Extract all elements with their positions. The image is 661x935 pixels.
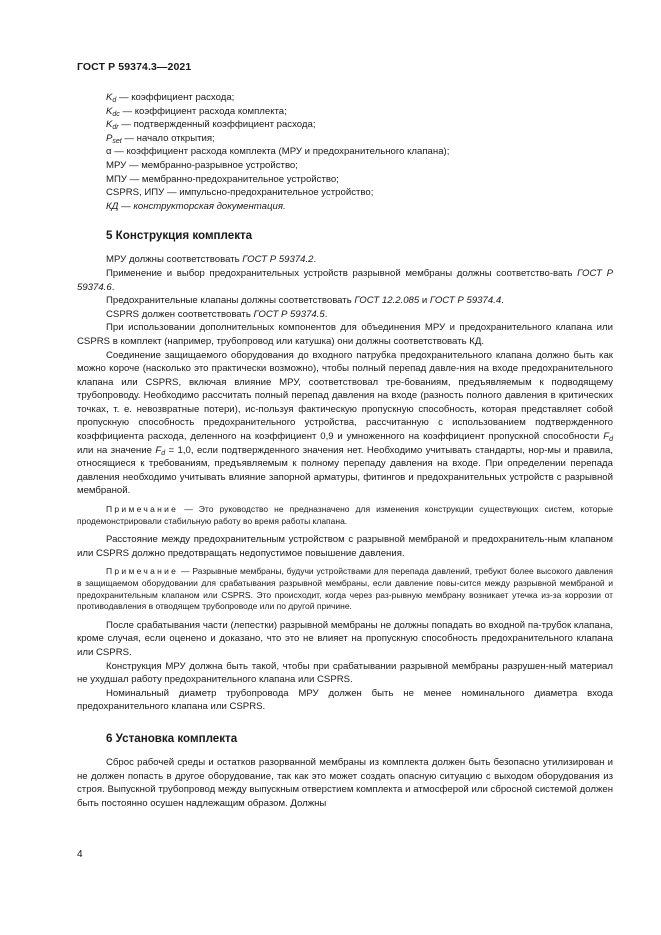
symbol-subscript: set [112,137,122,145]
paragraph: Расстояние между предохранительным устройством с разрывной мембраной и предохранитель-ным клапаном или CSPRS должно предотвращать недопустимое повышение давления. [77,534,613,559]
abbreviation-item [106,118,613,132]
standard-reference: ГОСТ 12.2.085 [354,295,420,307]
page-content [77,91,613,810]
symbol-subscript: dr [112,124,119,132]
paragraph: Сброс рабочей среды и остатков разорванной мембраны из комплекта должен быть безопасно утилизирован и не должен попасть в другое оборудование, так как это может создать опасную ситуацию с выходом оборудования из строя. Выпускной трубопровод между выпускным отверстием комплекта и атмосферой или сбросной системой должен быть постоянно осушен надлежащим образом. Должны [77,756,613,809]
definition: — мембранно-разрывное устройство; [126,159,298,171]
definition: — коэффициент расхода комплекта (МРУ и предохранительного клапана); [111,146,450,158]
paragraph: МРУ должны соответствовать ГОСТ Р 59374.2. [106,254,317,266]
section-6-title: 6 Установка комплекта [106,731,238,745]
symbol: CSPRS, ИПУ [106,187,165,199]
paragraph: Номинальный диаметр трубопровода МРУ должен быть не менее номинального диаметра входа предохранительного клапана или CSPRS. [77,687,613,713]
symbol: МРУ [106,159,127,171]
abbreviation-item [106,132,613,146]
standard-reference: ГОСТ Р 59374.4 [429,295,502,307]
symbol-subscript: d [112,97,117,104]
abbreviation-list [77,91,613,213]
page-number: 4 [77,849,83,860]
paragraph: Предохранительные клапаны должны соответствовать ГОСТ 12.2.085 и ГОСТ Р 59374.4. [106,295,504,307]
abbreviation-item [106,145,613,159]
definition: — начало открытия; [121,132,215,144]
standard-reference: ГОСТ Р 59374.5 [253,308,325,320]
symbol: α [106,146,112,158]
document-header: ГОСТ Р 59374.3—2021 [77,61,192,73]
definition: — конструкторская документация. [118,200,286,212]
abbreviation-item [106,91,613,105]
symbol: МПУ [106,173,127,185]
paragraph: Конструкция МРУ должна быть такой, чтобы при срабатывании разрывной мембраны разрушен-ный материал не ухудшал работу предохранительного клапана или CSPRS. [77,660,613,686]
abbreviation-item [106,159,613,173]
definition: — мембранно-предохранительное устройство; [126,173,339,185]
symbol: K [106,119,113,131]
standard-reference: ГОСТ Р 59374.6 [77,267,614,293]
symbol: P [106,132,113,144]
section-5-title: 5 Конструкция комплекта [106,229,253,243]
definition: — коэффициент расхода комплекта; [119,105,287,117]
paragraph: При использовании дополнительных компонентов для объединения МРУ и предохранительного клапана или CSPRS в комплект (например, трубопровод или катушка) они должны соответствовать КД. [77,322,613,347]
abbreviation-item [106,105,613,119]
symbol: K [106,92,113,103]
symbol-subscript: dc [112,110,120,118]
abbreviation-item [106,186,613,200]
paragraph: CSPRS должен соответствовать ГОСТ Р 59374.5. [106,308,328,320]
definition: — коэффициент расхода; [116,92,235,103]
note-label: Примечание [106,566,179,577]
definition: — подтвержденный коэффициент расхода; [118,119,316,131]
note: Примечание — Это руководство не предназначено для изменения конструкции существующих систем, которые продемонстрировали стабильную работу во время работы клапана. [77,504,613,526]
symbol: КД [106,200,119,212]
paragraph: Применение и выбор предохранительных устройств разрывной мембраны должны соответство-вать ГОСТ Р 59374.6. [77,267,614,293]
paragraph: После срабатывания части (лепестки) разрывной мембраны не должны попадать во входной па-трубок клапана, кроме случая, если оценено и доказано, что это не влияет на пропускную способность предохранительного клапана или CSPRS. [77,619,613,658]
symbol: K [106,105,113,117]
definition: — импульсно-предохранительное устройство; [164,187,374,199]
paragraph: Соединение защищаемого оборудования до входного патрубка предохранительного клапана должно быть как можно короче (насколько это практически возможно), чтобы полный перепад давле-ния на входе предохранительного клапана или CSPRS, включая влияние МРУ, соответствовал тре-бованиям, предъявляемым к подводящему трубопроводу. Необходимо рассчитать полный перепад давления на входе (разность полного давления в критических точках, т. е. невозвратные потери), ис-пользуя фактическую пропускную способность, которая представляет собой пропускную способность предохранительного устройства, рассчитанную с использованием подтвержденного коэффициента расхода, деленного на коэффициент 0,9 и умноженного на коэффициент пропускной способности $F_d$ или на значение $F_d = 1,0$, если подтвержденного значения нет. Необходимо учитывать стандарты, нор-мы и правила, относящиеся к требованиям, предъявляемым к полному перепаду давления на входе. При определении перепада давления необходимо учитывать влияние запорной арматуры, фитингов и предохранительных устройств с разрывной мембраной. [77,349,613,497]
note-label: Примечание [106,504,179,515]
abbreviation-item [106,173,613,187]
abbreviation-item [106,200,613,214]
standard-reference: ГОСТ Р 59374.2 [242,254,314,266]
note: Примечание — Разрывные мембраны, будучи устройствами для перепада давлений, требуют более высокого давления в защищаемом оборудовании для срабатывания разрывной мембраны, если давление повы-сится между разрывной мембраной и предохранительным клапаном или CSPRS. Это происходит, когда через раз-рывную мембрану возникает утечка из-за коррозии от противодавления в отводящем трубопроводе или по другой причине. [77,566,613,612]
